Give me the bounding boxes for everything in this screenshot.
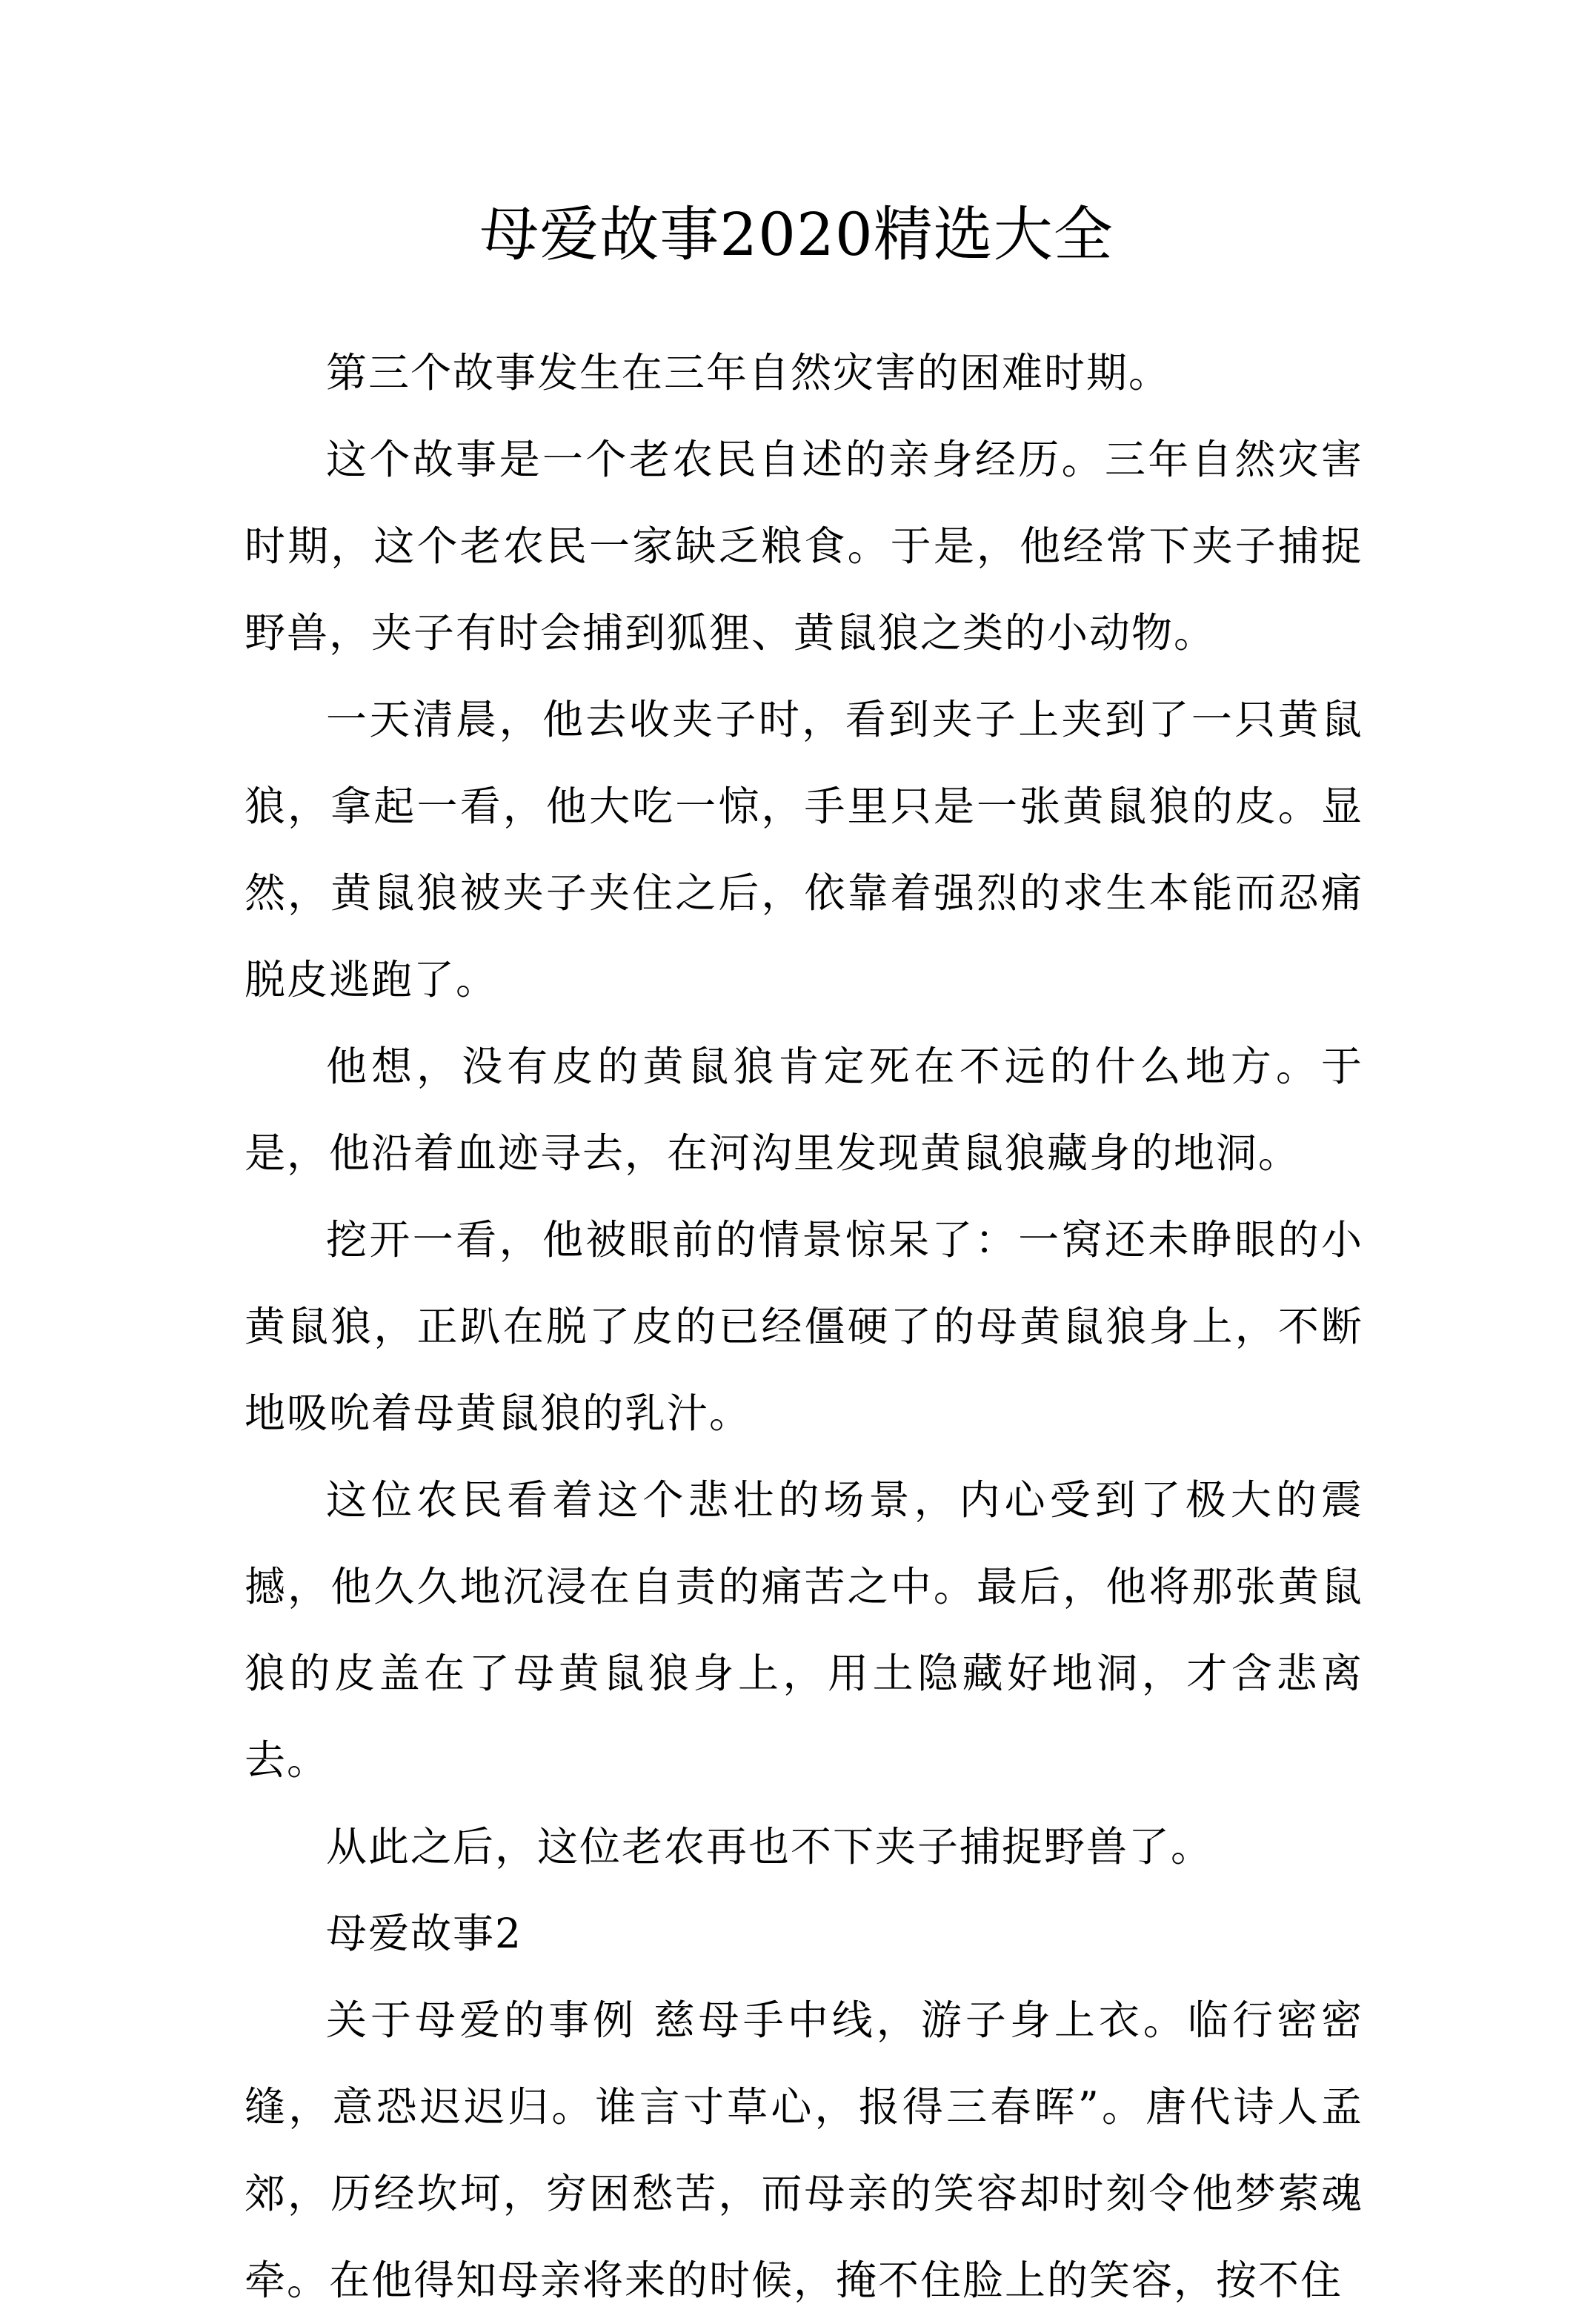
paragraph: 他想，没有皮的黄鼠狼肯定死在不远的什么地方。于是，他沿着血迹寻去，在河沟里发现黄鼠狼藏身的地洞。 [245,1043,1363,1177]
paragraph: 第三个故事发生在三年自然灾害的困难时期。 [326,349,1171,396]
paragraph: 这位农民看着这个悲壮的场景，内心受到了极大的震撼，他久久地沉浸在自责的痛苦之中。最后，他将那张黄鼠狼的皮盖在了母黄鼠狼身上，用土隐藏好地洞，才含悲离去。 [245,1476,1363,1784]
paragraph: 一天清晨，他去收夹子时，看到夹子上夹到了一只黄鼠狼，拿起一看，他大吃一惊，手里只是一张黄鼠狼的皮。显然，黄鼠狼被夹子夹住之后，依靠着强烈的求生本能而忍痛脱皮逃跑了。 [245,696,1363,1003]
document-title: 母爱故事2020精选大全 [479,200,1114,269]
paragraph: 挖开一看，他被眼前的情景惊呆了：一窝还未睁眼的小黄鼠狼，正趴在脱了皮的已经僵硬了的母黄鼠狼身上，不断地吸吮着母黄鼠狼的乳汁。 [245,1216,1363,1437]
section-heading: 母爱故事2 [326,1910,522,1957]
paragraph: 从此之后，这位老农再也不下夹子捕捉野兽了。 [326,1823,1214,1870]
paragraph: 关于母爱的事例 慈母手中线，游子身上衣。临行密密缝，意恐迟迟归。谁言寸草心，报得三春晖”。唐代诗人孟郊，历经坎坷，穷困愁苦，而母亲的笑容却时刻令他梦萦魂牵。在他得知母亲将来的时候，掩不住脸上的笑容，按不住 [245,1996,1363,2304]
paragraph: 这个故事是一个老农民自述的亲身经历。三年自然灾害时期，这个老农民一家缺乏粮食。于是，他经常下夹子捕捉野兽，夹子有时会捕到狐狸、黄鼠狼之类的小动物。 [245,436,1363,657]
document-body [245,330,1363,2324]
